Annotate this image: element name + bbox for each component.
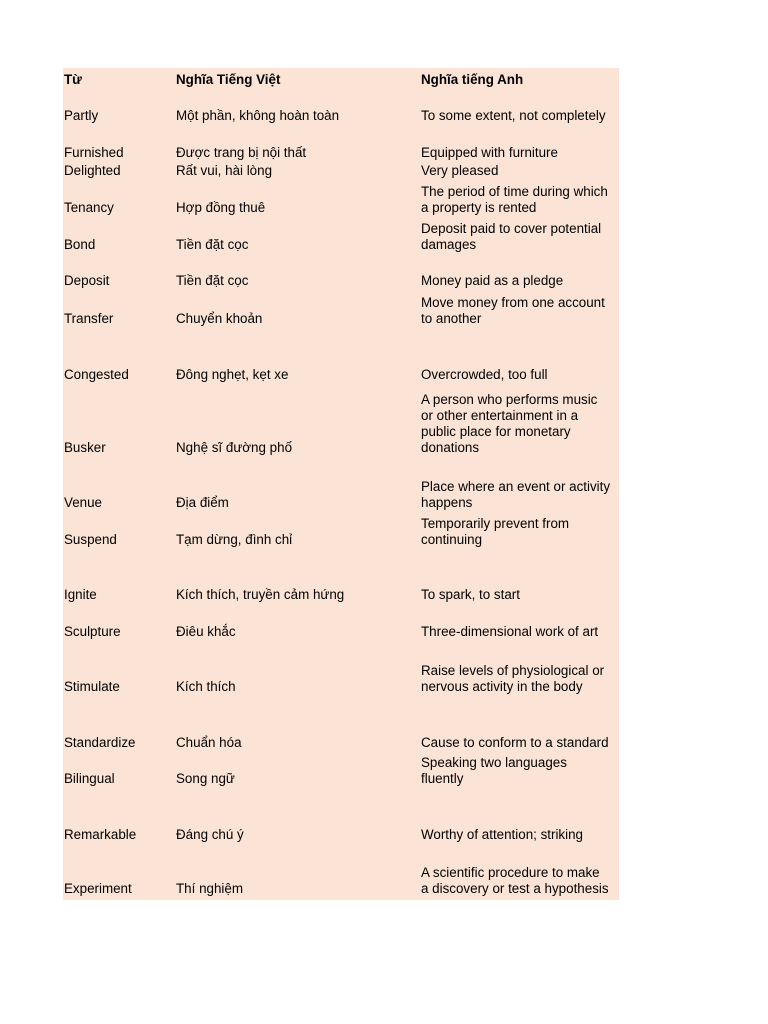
cell-vietnamese bbox=[176, 294, 416, 327]
word-text: Furnished bbox=[64, 145, 124, 160]
english-text-line: donations bbox=[421, 440, 480, 455]
cell-vietnamese bbox=[176, 733, 416, 751]
english-text-line: A person who performs music bbox=[421, 392, 598, 407]
word-text: Standardize bbox=[64, 735, 136, 750]
english-text-line: continuing bbox=[421, 532, 483, 547]
cell-vietnamese bbox=[176, 622, 416, 640]
cell-word bbox=[64, 733, 172, 751]
vietnamese-text: Đông nghẹt, kẹt xe bbox=[176, 367, 289, 382]
table-row bbox=[63, 365, 619, 383]
english-text-line: nervous activity in the body bbox=[421, 679, 583, 694]
cell-vietnamese bbox=[176, 663, 416, 695]
word-text: Ignite bbox=[64, 587, 97, 602]
english-text-line: To some extent, not completely bbox=[421, 108, 606, 123]
vietnamese-text: Chuẩn hóa bbox=[176, 735, 242, 750]
cell-word bbox=[64, 365, 172, 383]
english-text-line: a property is rented bbox=[421, 200, 537, 215]
vietnamese-text: Một phần, không hoàn toàn bbox=[176, 108, 340, 123]
table-row bbox=[63, 184, 619, 216]
header-vietnamese-label: Nghĩa Tiếng Việt bbox=[176, 72, 281, 87]
cell-word bbox=[64, 294, 172, 327]
word-text: Delighted bbox=[64, 163, 121, 178]
header-word-label: Từ bbox=[64, 72, 82, 87]
cell-vietnamese bbox=[176, 221, 416, 253]
word-text: Bilingual bbox=[64, 771, 115, 786]
cell-word bbox=[64, 585, 172, 603]
table-header-row bbox=[63, 70, 619, 88]
cell-english bbox=[421, 585, 621, 603]
cell-vietnamese bbox=[176, 106, 416, 124]
vietnamese-text: Tạm dừng, đình chỉ bbox=[176, 532, 293, 547]
cell-english bbox=[421, 733, 621, 751]
cell-english bbox=[421, 622, 621, 640]
cell-word bbox=[64, 865, 172, 897]
word-text: Deposit bbox=[64, 273, 110, 288]
table-row bbox=[63, 755, 619, 787]
cell-vietnamese bbox=[176, 161, 416, 179]
vietnamese-text: Điêu khắc bbox=[176, 624, 236, 639]
vietnamese-text: Song ngữ bbox=[176, 771, 235, 786]
header-english bbox=[421, 70, 621, 88]
table-row bbox=[63, 516, 619, 548]
english-text-line: or other entertainment in a bbox=[421, 408, 579, 423]
cell-word bbox=[64, 106, 172, 124]
english-text-line: Deposit paid to cover potential bbox=[421, 221, 602, 236]
word-text: Sculpture bbox=[64, 624, 121, 639]
word-text: Suspend bbox=[64, 532, 117, 547]
cell-english bbox=[421, 865, 621, 897]
cell-vietnamese bbox=[176, 479, 416, 511]
word-text: Venue bbox=[64, 495, 102, 510]
english-text-line: Overcrowded, too full bbox=[421, 367, 548, 382]
cell-vietnamese bbox=[176, 184, 416, 216]
word-text: Bond bbox=[64, 237, 96, 252]
cell-word bbox=[64, 143, 172, 161]
english-text-line: Equipped with furniture bbox=[421, 145, 558, 160]
table-row bbox=[63, 106, 619, 124]
cell-word bbox=[64, 161, 172, 179]
table-row bbox=[63, 622, 619, 640]
cell-english bbox=[421, 365, 621, 383]
cell-english bbox=[421, 755, 621, 787]
word-text: Busker bbox=[64, 440, 106, 455]
cell-vietnamese bbox=[176, 143, 416, 161]
cell-word bbox=[64, 622, 172, 640]
table-row bbox=[63, 825, 619, 843]
word-text: Partly bbox=[64, 108, 99, 123]
cell-english bbox=[421, 143, 621, 161]
english-text-line: Worthy of attention; striking bbox=[421, 827, 584, 842]
english-text-line: Raise levels of physiological or bbox=[421, 663, 605, 678]
table-row bbox=[63, 585, 619, 603]
english-text-line: Speaking two languages bbox=[421, 755, 567, 770]
english-text-line: public place for monetary bbox=[421, 424, 571, 439]
cell-english bbox=[421, 825, 621, 843]
cell-vietnamese bbox=[176, 755, 416, 787]
cell-english bbox=[421, 294, 621, 327]
vietnamese-text: Kích thích bbox=[176, 679, 236, 694]
english-text-line: to another bbox=[421, 311, 482, 326]
vietnamese-text: Hợp đồng thuê bbox=[176, 200, 266, 215]
cell-word bbox=[64, 825, 172, 843]
cell-word bbox=[64, 271, 172, 289]
table-row bbox=[63, 143, 619, 161]
word-text: Transfer bbox=[64, 311, 114, 326]
english-text-line: Three-dimensional work of art bbox=[421, 624, 599, 639]
english-text-line: damages bbox=[421, 237, 477, 252]
cell-word bbox=[64, 184, 172, 216]
vietnamese-text: Tiền đặt cọc bbox=[176, 237, 249, 252]
english-text-line: Money paid as a pledge bbox=[421, 273, 564, 288]
cell-english bbox=[421, 106, 621, 124]
vietnamese-text: Thí nghiệm bbox=[176, 881, 243, 896]
header-english-label: Nghĩa tiếng Anh bbox=[421, 72, 524, 87]
word-text: Congested bbox=[64, 367, 129, 382]
vietnamese-text: Đáng chú ý bbox=[176, 827, 244, 842]
english-text-line: Place where an event or activity bbox=[421, 479, 611, 494]
table-row bbox=[63, 271, 619, 289]
english-text-line: fluently bbox=[421, 771, 464, 786]
table-row bbox=[63, 733, 619, 751]
english-text-line: happens bbox=[421, 495, 473, 510]
english-text-line: The period of time during which bbox=[421, 184, 608, 199]
cell-vietnamese bbox=[176, 825, 416, 843]
vietnamese-text: Địa điểm bbox=[176, 495, 229, 510]
cell-english bbox=[421, 392, 621, 456]
cell-english bbox=[421, 663, 621, 695]
cell-english bbox=[421, 161, 621, 179]
cell-word bbox=[64, 221, 172, 253]
english-text-line: Very pleased bbox=[421, 163, 499, 178]
cell-vietnamese bbox=[176, 365, 416, 383]
cell-word bbox=[64, 516, 172, 548]
english-text-line: Move money from one account bbox=[421, 295, 605, 310]
cell-vietnamese bbox=[176, 516, 416, 548]
cell-vietnamese bbox=[176, 585, 416, 603]
header-word bbox=[64, 70, 172, 88]
cell-vietnamese bbox=[176, 865, 416, 897]
cell-english bbox=[421, 516, 621, 548]
cell-english bbox=[421, 271, 621, 289]
english-text-line: a discovery or test a hypothesis bbox=[421, 881, 609, 896]
word-text: Remarkable bbox=[64, 827, 137, 842]
table-row bbox=[63, 221, 619, 253]
vietnamese-text: Chuyển khoản bbox=[176, 311, 263, 326]
english-text-line: Temporarily prevent from bbox=[421, 516, 570, 531]
table-row bbox=[63, 392, 619, 456]
english-text-line: A scientific procedure to make bbox=[421, 865, 600, 880]
table-row bbox=[63, 663, 619, 695]
header-vietnamese bbox=[176, 70, 416, 88]
cell-vietnamese bbox=[176, 271, 416, 289]
vietnamese-text: Nghệ sĩ đường phố bbox=[176, 440, 293, 455]
table-row bbox=[63, 161, 619, 179]
cell-english bbox=[421, 184, 621, 216]
word-text: Stimulate bbox=[64, 679, 120, 694]
vietnamese-text: Được trang bị nội thất bbox=[176, 145, 307, 160]
table-row bbox=[63, 294, 619, 327]
cell-vietnamese bbox=[176, 392, 416, 456]
cell-word bbox=[64, 479, 172, 511]
word-text: Experiment bbox=[64, 881, 132, 896]
english-text-line: To spark, to start bbox=[421, 587, 520, 602]
vietnamese-text: Kích thích, truyền cảm hứng bbox=[176, 587, 345, 602]
cell-word bbox=[64, 663, 172, 695]
vietnamese-text: Tiền đặt cọc bbox=[176, 273, 249, 288]
word-text: Tenancy bbox=[64, 200, 114, 215]
english-text-line: Cause to conform to a standard bbox=[421, 735, 609, 750]
cell-english bbox=[421, 221, 621, 253]
cell-word bbox=[64, 755, 172, 787]
table-row bbox=[63, 479, 619, 511]
vietnamese-text: Rất vui, hài lòng bbox=[176, 163, 273, 178]
vocabulary-table bbox=[63, 68, 619, 900]
cell-english bbox=[421, 479, 621, 511]
table-row bbox=[63, 865, 619, 897]
cell-word bbox=[64, 392, 172, 456]
